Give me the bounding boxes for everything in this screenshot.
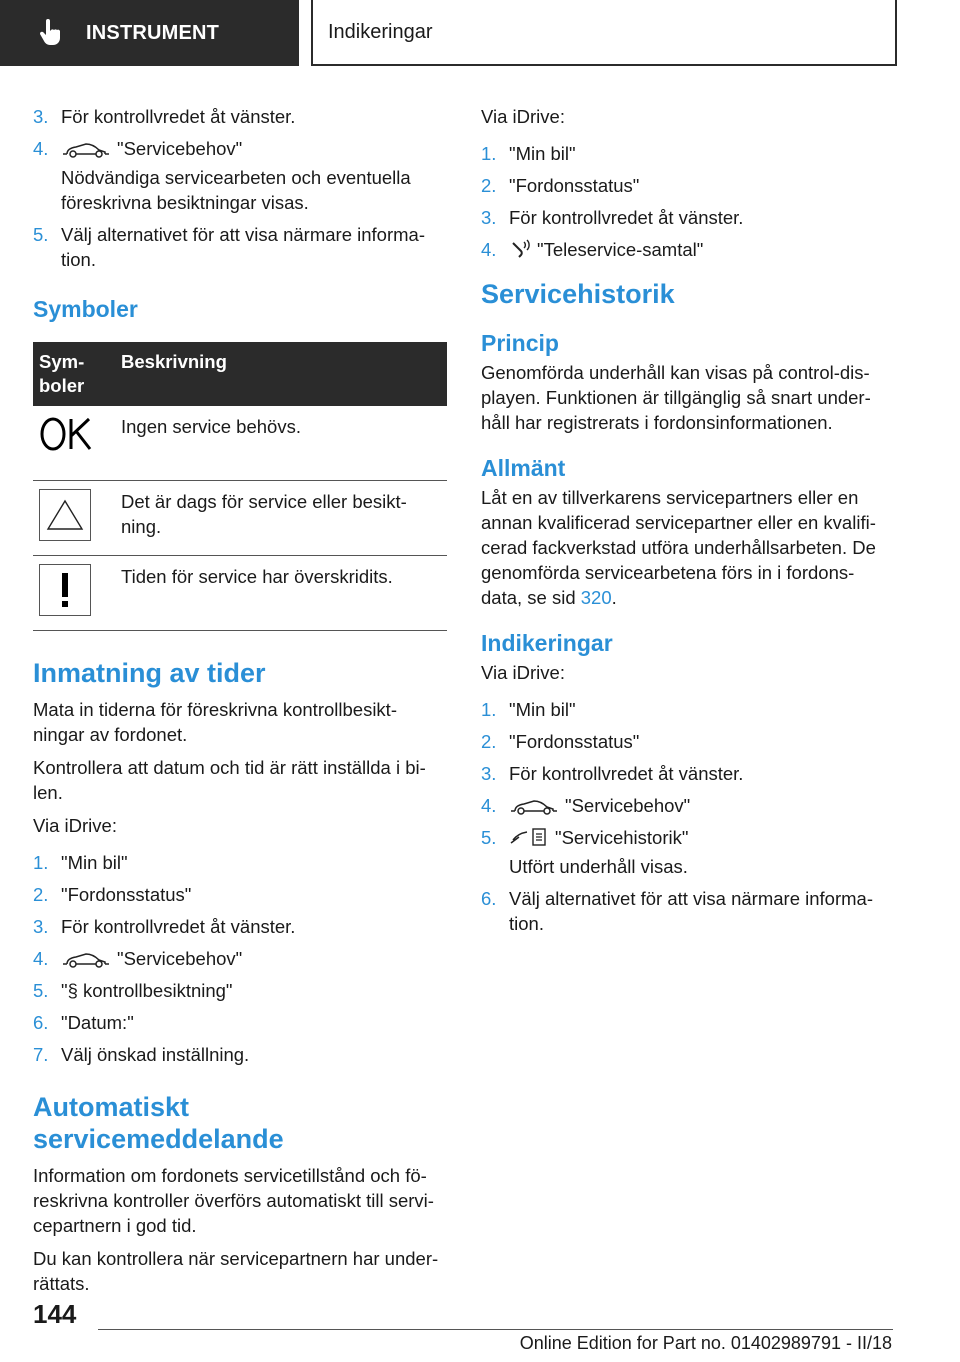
table-cell: Det är dags för service eller besikt-ning. [115, 481, 447, 556]
ok-symbol [39, 414, 95, 454]
paragraph: Låt en av tillverkarens servicepartners eller en annan kvalificerad servicepartner eller en kvalifi-cerad fackverkstad utföra underhållsarbeten. De genomförda servicearbetena förs in i fordons-data, se sid 320. [481, 487, 876, 608]
footer-edition: Online Edition for Part no. 01402989791 - II/18 [519, 1333, 892, 1353]
list-item: 6. "Datum:" [33, 1012, 134, 1033]
table-row [33, 406, 447, 481]
list-item: 1. "Min bil" [481, 699, 576, 720]
list-item: 4. "Teleservice-samtal" [481, 239, 704, 260]
table-header-symbols: Sym-boler [33, 342, 115, 406]
paragraph: Via iDrive: [33, 815, 117, 836]
car-service-icon [61, 142, 111, 158]
list-item: 1. "Min bil" [33, 852, 128, 873]
list-item: 6. Välj alternativet för att visa närmare informa-tion. [481, 888, 873, 934]
list-item: 3. För kontrollvredet åt vänster. [481, 207, 744, 228]
hand-pointer-icon [38, 18, 64, 48]
paragraph: Genomförda underhåll kan visas på control-dis-playen. Funktionen är tillgänglig så snart under-håll har registrerats i fordonsinformationen. [481, 362, 871, 433]
page-number: 144 [33, 1299, 77, 1329]
auto-heading: Automatiskt servicemeddelande [33, 1092, 284, 1154]
service-history-icon [509, 827, 549, 847]
list-item [33, 104, 447, 129]
section-tab [0, 0, 299, 66]
page-title: Indikeringar [328, 20, 433, 43]
list-item: 5. "Servicehistorik" Utfört underhåll visas. [481, 825, 891, 879]
list-subtext: Nödvändiga servicearbeten och eventuella föreskrivna besiktningar visas. [61, 167, 411, 213]
list-item: 2. "Fordonsstatus" [33, 884, 192, 905]
warning-triangle-icon [39, 489, 91, 541]
symbols-heading: Symboler [33, 296, 138, 322]
list-subtext: Utfört underhåll visas. [509, 856, 688, 877]
table-row [33, 481, 447, 556]
table-header-description: Beskrivning [115, 342, 447, 406]
list-item: 3. För kontrollvredet åt vänster. [33, 916, 296, 937]
page-link[interactable]: 320 [580, 587, 612, 608]
list-item: 4. "Servicebehov" [481, 795, 691, 816]
footer-divider [98, 1329, 893, 1330]
indikeringar-heading: Indikeringar [481, 630, 613, 656]
list-number: 5. [33, 224, 49, 245]
right-column [481, 104, 891, 943]
paragraph: Du kan kontrollera när servicepartnern har under-rättats. [33, 1248, 439, 1294]
list-item [33, 136, 447, 215]
paragraph: Mata in tiderna för föreskrivna kontrollbesikt-ningar av fordonet. [33, 699, 397, 745]
allmant-heading: Allmänt [481, 455, 566, 481]
list-item: 3. För kontrollvredet åt vänster. [481, 763, 744, 784]
table-row [33, 556, 447, 631]
list-text: Välj alternativet för att visa närmare informa-tion. [61, 224, 425, 270]
list-text: För kontrollvredet åt vänster. [61, 106, 296, 127]
section-label: INSTRUMENT [86, 21, 220, 44]
list-text: "Servicebehov" [117, 138, 243, 159]
paragraph: Information om fordonets servicetillstånd och fö-reskrivna kontroller överförs automatiskt till servi-cepartnern i god tid. [33, 1165, 434, 1236]
list-item: 5. "§ kontrollbesiktning" [33, 980, 233, 1001]
teleservice-icon [509, 239, 531, 259]
princip-heading: Princip [481, 330, 559, 356]
paragraph: Via iDrive: [481, 662, 565, 683]
table-cell: Ingen service behövs. [115, 406, 447, 481]
symbols-table [33, 342, 447, 631]
left-column [33, 104, 447, 1304]
list-number: 3. [33, 106, 49, 127]
car-service-icon [61, 952, 111, 968]
list-number: 4. [33, 138, 49, 159]
list-item: 4. "Servicebehov" [33, 948, 243, 969]
servicehistorik-heading: Servicehistorik [481, 279, 675, 309]
paragraph: Kontrollera att datum och tid är rätt inställda i bi-len. [33, 757, 426, 803]
list-item: 2. "Fordonsstatus" [481, 175, 640, 196]
inmatning-heading: Inmatning av tider [33, 658, 266, 688]
page-header [311, 0, 897, 66]
list-item: 2. "Fordonsstatus" [481, 731, 640, 752]
paragraph: Via iDrive: [481, 106, 565, 127]
list-item: 1. "Min bil" [481, 143, 576, 164]
car-service-icon [509, 799, 559, 815]
list-item [33, 222, 447, 272]
table-cell: Tiden för service har överskridits. [115, 556, 447, 631]
list-item: 7. Välj önskad inställning. [33, 1044, 250, 1065]
exclamation-icon [39, 564, 91, 616]
